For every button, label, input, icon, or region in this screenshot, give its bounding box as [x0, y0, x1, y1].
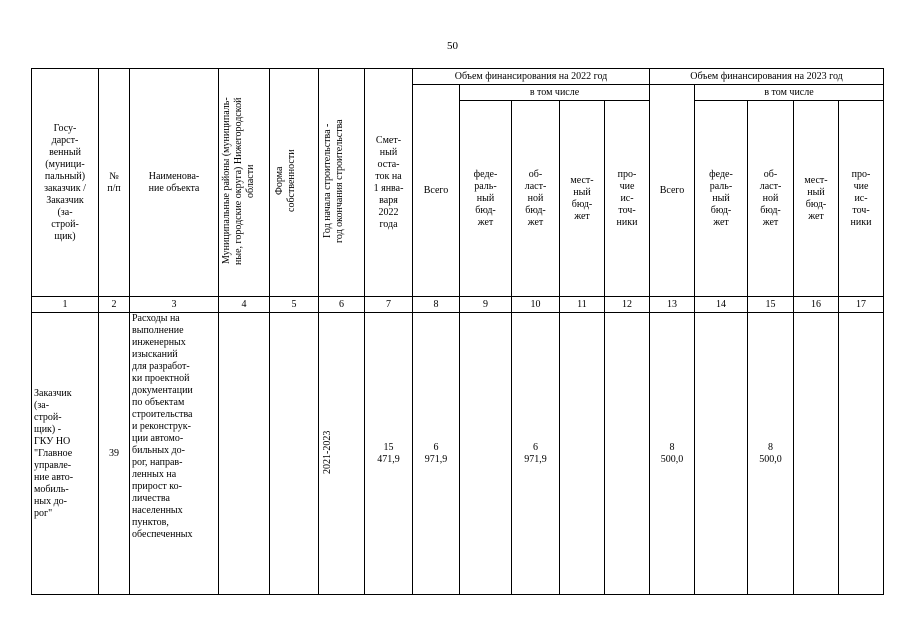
header-total-2023: Всего: [650, 85, 695, 297]
header-local-2022: мест- ный бюд- жет: [560, 101, 605, 297]
column-number: 12: [605, 297, 650, 313]
column-number: 13: [650, 297, 695, 313]
column-number: 8: [413, 297, 460, 313]
municipalities-cell: [219, 313, 270, 595]
header-total-2022: Всего: [413, 85, 460, 297]
ownership-cell: [270, 313, 319, 595]
estimate-remainder-cell: 15 471,9: [365, 313, 413, 595]
other-2022-cell: [605, 313, 650, 595]
row-number-cell: 39: [99, 313, 130, 595]
column-number: 15: [748, 297, 794, 313]
header-row-1: [32, 69, 884, 85]
total-2023-cell: 8 500,0: [650, 313, 695, 595]
column-number: 14: [695, 297, 748, 313]
column-number: 17: [839, 297, 884, 313]
column-number: 16: [794, 297, 839, 313]
header-incl-2023: в том числе: [695, 85, 884, 101]
federal-2022-cell: [460, 313, 512, 595]
header-incl-2022: в том числе: [460, 85, 650, 101]
other-2023-cell: [839, 313, 884, 595]
years-value: 2021-2023: [321, 429, 333, 474]
header-federal-2022: феде- раль- ный бюд- жет: [460, 101, 512, 297]
column-number: 9: [460, 297, 512, 313]
column-number: 5: [270, 297, 319, 313]
regional-2023-cell: 8 500,0: [748, 313, 794, 595]
column-number: 7: [365, 297, 413, 313]
header-customer: Госу- дарст- венный (муници- пальный) заказчик / Заказчик (за- строй- щик): [32, 69, 99, 297]
header-municipalities-cell: [219, 69, 270, 297]
table-row: [32, 313, 884, 595]
regional-2022-cell: 6 971,9: [512, 313, 560, 595]
column-number: 3: [130, 297, 219, 313]
header-regional-2023: об- ласт- ной бюд- жет: [748, 101, 794, 297]
header-other-2023: про- чие ис- точ- ники: [839, 101, 884, 297]
header-regional-2022: об- ласт- ной бюд- жет: [512, 101, 560, 297]
header-estimate-remainder: Смет- ный оста- ток на 1 янва- варя 2022 года: [365, 69, 413, 297]
column-number: 11: [560, 297, 605, 313]
total-2022-cell: 6 971,9: [413, 313, 460, 595]
local-2023-cell: [794, 313, 839, 595]
local-2022-cell: [560, 313, 605, 595]
header-years-cell: [319, 69, 365, 297]
header-federal-2023: феде- раль- ный бюд- жет: [695, 101, 748, 297]
header-other-2022: про- чие ис- точ- ники: [605, 101, 650, 297]
header-number: № п/п: [99, 69, 130, 297]
header-fin-2023: Объем финансирования на 2023 год: [650, 69, 884, 85]
years-cell: [319, 313, 365, 595]
financing-table: [31, 68, 884, 595]
page-number: 50: [447, 40, 458, 52]
header-local-2023: мест- ный бюд- жет: [794, 101, 839, 297]
header-object-name: Наименова- ние объекта: [130, 69, 219, 297]
column-number: 1: [32, 297, 99, 313]
column-number: 10: [512, 297, 560, 313]
column-number-row: [32, 297, 884, 313]
header-fin-2022: Объем финансирования на 2022 год: [413, 69, 650, 85]
header-ownership: Форма собственности: [274, 149, 297, 212]
header-years: Год начала строительства - год окончания строительства: [321, 118, 345, 243]
header-municipalities: Муниципальные районы (муниципаль- ные, городские округа) Нижегородской области: [221, 96, 256, 265]
column-number: 6: [319, 297, 365, 313]
object-name-cell: Расходы на выполнение инженерных изысканий для разработ- ки проектной документации по объектам строительства и реконструк- ции автомо- бильных до- рог, направ- ленных на прирост ко- личества населенных пунктов, обеспеченных: [130, 313, 219, 595]
federal-2023-cell: [695, 313, 748, 595]
customer-cell: Заказчик (за- строй- щик) - ГКУ НО "Главное управле- ние авто- мобиль- ных до- рог": [32, 313, 99, 595]
column-number: 2: [99, 297, 130, 313]
header-ownership-cell: [270, 69, 319, 297]
column-number: 4: [219, 297, 270, 313]
